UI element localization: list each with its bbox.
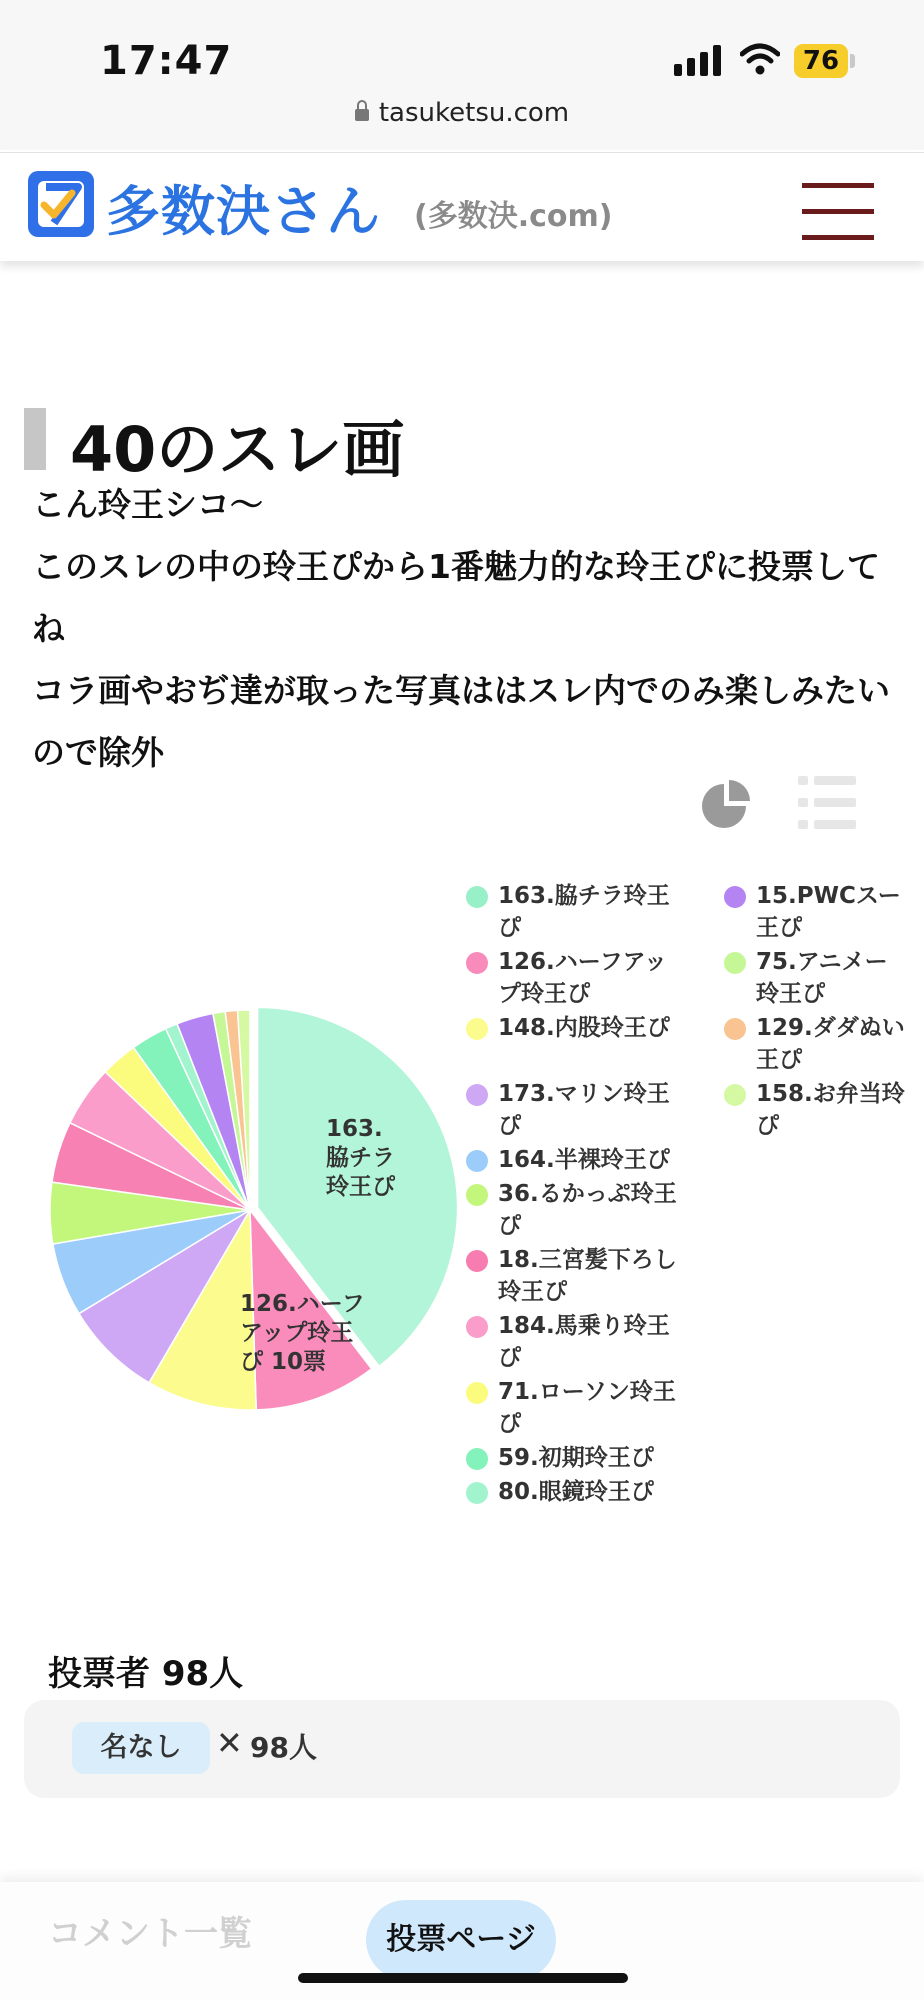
voter-count: 98人 (250, 1731, 317, 1764)
lock-icon (355, 109, 369, 121)
legend-swatch (466, 1018, 488, 1040)
comments-link[interactable]: コメント一覧 (48, 1914, 252, 1954)
legend-label: 75.アニメー 玲王ぴ (756, 949, 888, 1007)
legend-label: 129.ダダぬい 王ぴ (756, 1015, 905, 1073)
legend-swatch (466, 1084, 488, 1106)
logo-icon[interactable] (28, 171, 94, 237)
pie-chart-icon[interactable] (700, 778, 752, 830)
legend-swatch (724, 886, 746, 908)
battery-level: 76 (794, 44, 848, 78)
legend-swatch (466, 1250, 488, 1272)
status-bar (0, 0, 924, 100)
legend-swatch (466, 1382, 488, 1404)
site-name[interactable]: 多数決さん (106, 180, 381, 243)
legend-label: 148.内股玲王ぴ (498, 1015, 670, 1041)
times-icon: ✕ (216, 1724, 243, 1762)
voters-box (24, 1700, 900, 1798)
chart-legend (458, 880, 924, 1520)
legend-swatch (724, 1084, 746, 1106)
voter-name-tag[interactable]: 名なし (72, 1722, 210, 1774)
legend-swatch (466, 1150, 488, 1172)
pie-chart (40, 1000, 460, 1420)
voters-title: 投票者 98人 (48, 1654, 244, 1694)
legend-label: 164.半裸玲王ぴ (498, 1147, 670, 1173)
legend-swatch (724, 952, 746, 974)
slice-label-top: 163. 脇チラ 玲王ぴ (326, 1116, 395, 1200)
site-header (0, 152, 924, 261)
legend-swatch (466, 1482, 488, 1504)
wifi-icon (740, 42, 780, 76)
legend-label: 18.三宮髪下ろし 玲王ぴ (498, 1247, 677, 1305)
legend-swatch (466, 952, 488, 974)
slice-label-second: 126.ハーフ アップ玲王 ぴ 10票 (240, 1291, 365, 1375)
status-time: 17:47 (100, 38, 233, 84)
legend-label: 126.ハーフアッ プ玲王ぴ (498, 949, 667, 1007)
legend-label: 36.るかっぷ玲王 ぴ (498, 1181, 677, 1239)
legend-label: 59.初期玲王ぴ (498, 1445, 654, 1471)
legend-label: 15.PWCスー 王ぴ (756, 883, 901, 941)
legend-swatch (466, 1448, 488, 1470)
legend-label: 173.マリン玲王 ぴ (498, 1081, 670, 1139)
legend-swatch (466, 1184, 488, 1206)
legend-label: 158.お弁当玲 ぴ (756, 1081, 905, 1139)
battery-icon (794, 44, 856, 78)
legend-label: 163.脇チラ玲王 ぴ (498, 883, 670, 941)
cellular-signal-icon (674, 44, 722, 76)
legend-label: 184.馬乗り玲王 ぴ (498, 1313, 670, 1371)
hamburger-menu-icon[interactable] (802, 183, 874, 241)
title-accent-bar (24, 408, 46, 470)
list-icon[interactable] (798, 776, 856, 830)
address-bar[interactable] (0, 98, 924, 150)
legend-label: 71.ローソン玲王 ぴ (498, 1379, 676, 1437)
url-text: tasuketsu.com (378, 98, 570, 128)
site-subtitle: (多数決.com) (414, 199, 613, 234)
home-indicator (298, 1973, 628, 1983)
page-title: 40のスレ画 (70, 413, 405, 486)
poll-description: こん玲王シコ〜 このスレの中の玲王ぴから1番魅力的な玲王ぴに投票してね コラ画やおぢ達が取った写真ははスレ内でのみ楽しみたいので除外 (32, 485, 890, 772)
legend-swatch (466, 886, 488, 908)
vote-page-button[interactable]: 投票ページ (366, 1900, 556, 1980)
legend-swatch (466, 1316, 488, 1338)
legend-label: 80.眼鏡玲王ぴ (498, 1479, 654, 1505)
legend-swatch (724, 1018, 746, 1040)
